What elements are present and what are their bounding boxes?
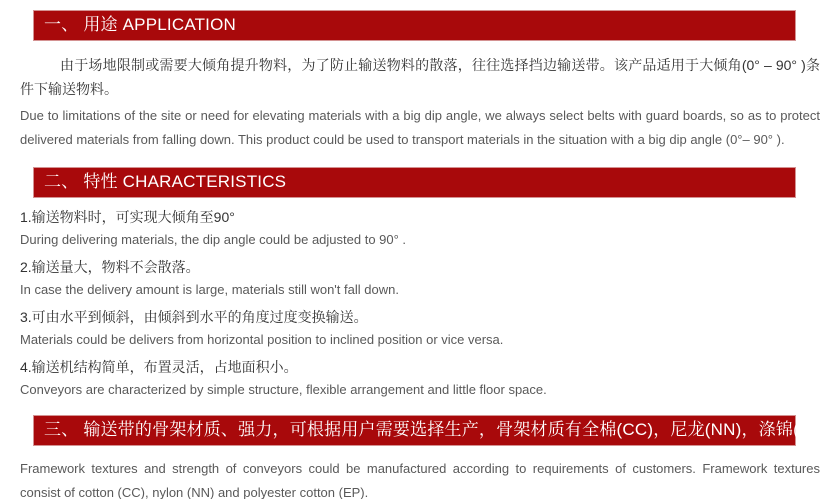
application-heading-bar xyxy=(33,10,796,41)
characteristic-1-en: During delivering materials, the dip angle could be adjusted to 90° . xyxy=(20,232,407,247)
characteristic-4-cn: 4.输送机结构简单，布置灵活，占地面积小。 xyxy=(20,359,298,375)
characteristics-heading-bar xyxy=(33,167,796,198)
characteristic-2-cn: 2.输送量大，物料不会散落。 xyxy=(20,259,200,275)
characteristics-list xyxy=(0,206,839,401)
characteristic-item-4 xyxy=(0,356,839,401)
characteristic-2-en: In case the delivery amount is large, materials still won't fall down. xyxy=(20,282,399,297)
application-cn-paragraph: 由于场地限制或需要大倾角提升物料，为了防止输送物料的散落，往往选择挡边输送带。该产品适用于大倾角(0° – 90° )条件下输送物料。 xyxy=(20,57,820,97)
characteristic-item-1 xyxy=(0,206,839,251)
characteristic-1-cn: 1.输送物料时，可实现大倾角至90° xyxy=(20,209,235,225)
characteristic-item-3 xyxy=(0,306,839,351)
characteristic-4-en: Conveyors are characterized by simple structure, flexible arrangement and little floor space. xyxy=(20,382,547,397)
framework-heading: 三、 输送带的骨架材质、强力，可根据用户需要选择生产，骨架材质有全棉(CC)，尼龙(NN)，涤锦(EP) xyxy=(44,420,828,439)
characteristics-heading: 二、 特性 CHARACTERISTICS xyxy=(44,172,287,191)
framework-en-paragraph: Framework textures and strength of conveyors could be manufactured according to requirements of customers. Framework textures consist of cotton (CC), nylon (NN) and polyester cotton (EP). xyxy=(20,461,820,499)
characteristic-3-en: Materials could be delivers from horizontal position to inclined position or vice versa. xyxy=(20,332,504,347)
application-heading: 一、 用途 APPLICATION xyxy=(44,15,237,34)
application-en-paragraph: Due to limitations of the site or need for elevating materials with a big dip angle, we always select belts with guard boards, so as to protect delivered materials from falling down. This product could be used to transport materials in the situation with a big dip angle (0°– 90° ). xyxy=(20,108,820,147)
characteristic-3-cn: 3.可由水平到倾斜，由倾斜到水平的角度过度变换输送。 xyxy=(20,309,368,325)
characteristic-item-2 xyxy=(0,256,839,301)
framework-heading-bar xyxy=(33,415,828,446)
